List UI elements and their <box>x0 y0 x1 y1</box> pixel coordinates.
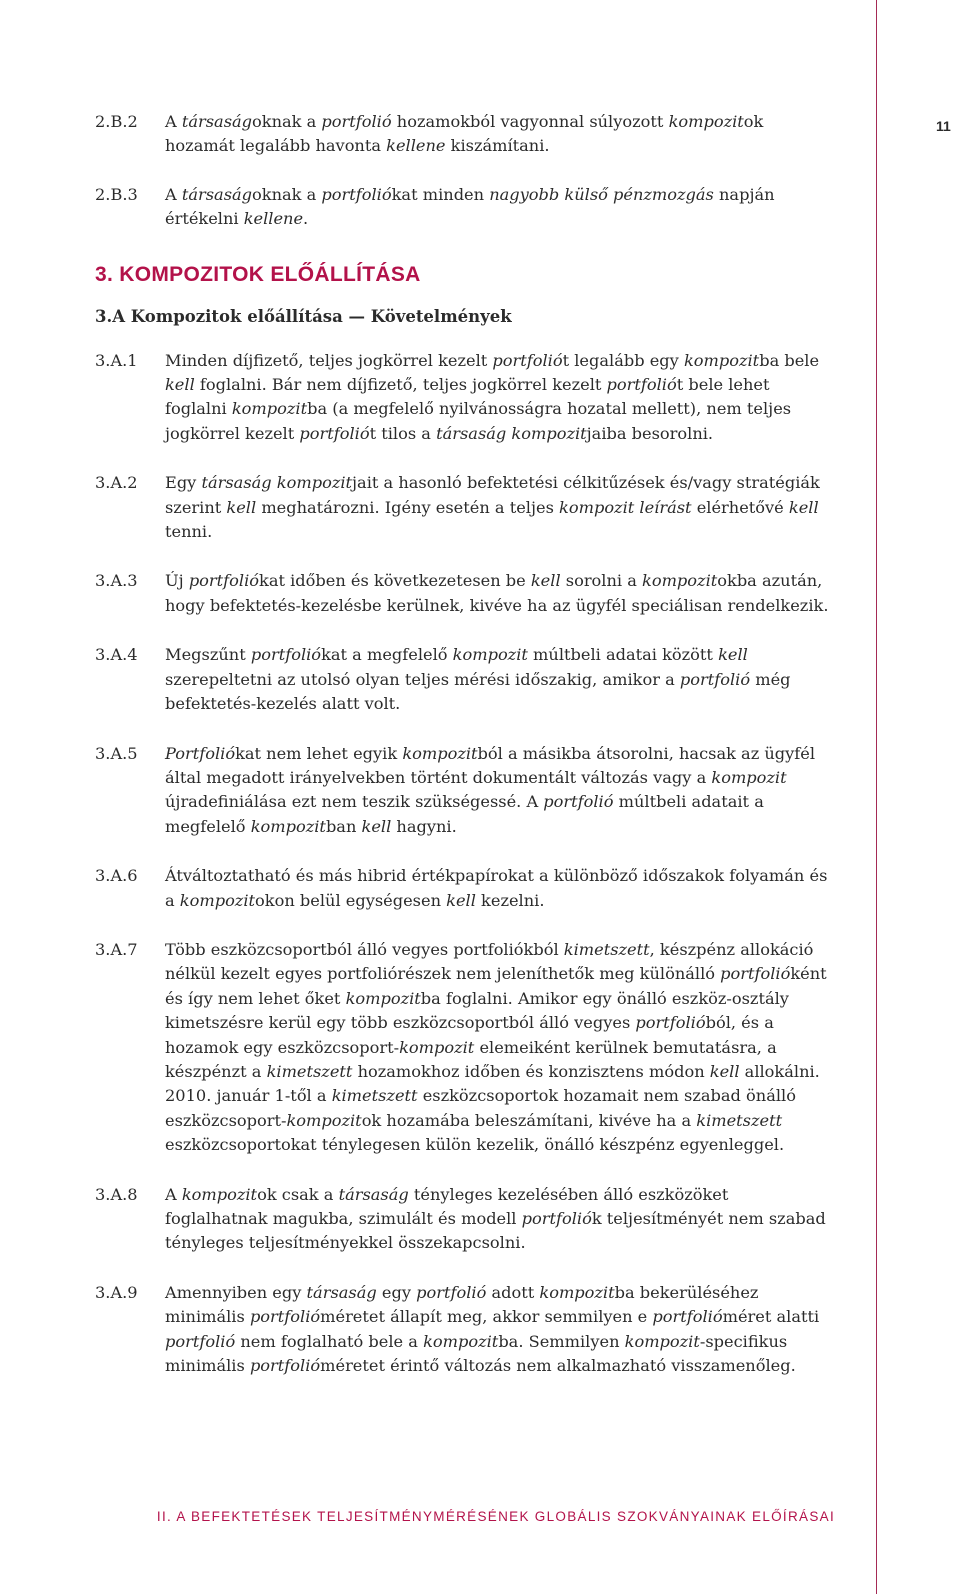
text-run: kat minden <box>391 184 490 204</box>
defined-term: portfolió <box>492 350 563 370</box>
paragraph-text <box>165 183 835 232</box>
text-run: kiszámítani. <box>445 136 550 156</box>
text-run: Több eszközcsoportból álló vegyes portfoliókból <box>165 939 564 959</box>
defined-term: kompozit <box>539 1282 615 1302</box>
text-run: A <box>165 184 182 204</box>
text-run: ként és így nem lehet őket <box>165 964 827 1008</box>
text-run: újradefiniálása ezt nem teszik szükségessé. A <box>165 792 544 812</box>
defined-term: portfolió <box>249 1307 321 1327</box>
text-run: meghatározni. Igény esetén a teljes <box>256 497 560 517</box>
text-run: . <box>303 209 309 229</box>
defined-term: kimetszett <box>266 1061 353 1081</box>
text-run: ok hozamát legalább havonta <box>165 112 764 156</box>
text-run: Új <box>165 571 189 591</box>
defined-term: portfolió <box>321 184 392 204</box>
text-run: Amennyiben egy <box>165 1282 307 1302</box>
defined-term: kimetszett <box>331 1086 418 1106</box>
text-run: napján értékelni <box>165 184 775 229</box>
subsection-heading: 3.A Kompozitok előállítása — Követelmények <box>95 306 512 326</box>
page-footer: II. A BEFEKTETÉSEK TELJESÍTMÉNYMÉRÉSÉNEK GLOBÁLIS SZOKVÁNYAINAK ELŐÍRÁSAI <box>156 1509 835 1524</box>
defined-term: portfolió <box>299 423 370 443</box>
defined-term: portfolió <box>188 571 260 591</box>
text-run: eszközcsoportokat ténylegesen külön kezelik, önálló készpénz egyenleggel. <box>165 1135 785 1155</box>
text-run: foglalni. Bár nem díjfizető, teljes jogkörrel kezelt <box>194 375 607 395</box>
page-content <box>95 110 835 1378</box>
paragraph-number: 3.A.9 <box>95 1282 138 1302</box>
text-run: ból a másikba átsorolni, hacsak az ügyfél által megadott irányelvekben történt dokumentált változás vagy a <box>165 743 816 787</box>
paragraph-text <box>165 471 835 544</box>
defined-term: portfolió <box>720 964 791 984</box>
text-run: Minden díjfizető, teljes jogkörrel kezelt <box>165 350 493 370</box>
defined-term: kompozit <box>286 1110 362 1130</box>
paragraph-number: 3.A.2 <box>95 473 138 493</box>
numbered-paragraph <box>95 643 835 716</box>
defined-term: kell <box>226 497 257 517</box>
defined-term: kompozit <box>452 645 528 665</box>
text-run: eszközcsoportok hozamait nem szabad önálló eszközcsoport- <box>165 1086 796 1130</box>
paragraph-number: 3.A.5 <box>95 743 138 763</box>
text-run: nem foglalható bele a <box>235 1331 424 1351</box>
numbered-paragraph <box>95 183 835 232</box>
text-run: méret alatti <box>722 1307 820 1327</box>
text-run: ba. Semmilyen <box>498 1331 625 1351</box>
defined-term: portfolió <box>165 1331 236 1351</box>
text-run: t tilos a <box>369 423 437 443</box>
paragraph-number: 3.A.7 <box>95 939 138 959</box>
defined-term: kell <box>446 890 476 910</box>
defined-term: kompozit <box>181 1184 258 1204</box>
defined-term: társaság <box>181 112 253 131</box>
defined-term: kompozit <box>399 1037 475 1057</box>
text-run: kat a megfelelő <box>321 645 453 665</box>
text-run: egy <box>376 1282 417 1302</box>
defined-term: kompozit <box>642 571 718 591</box>
text-run: jait a hasonló befektetési célkitűzések és/vagy stratégiák szerint <box>165 473 820 517</box>
defined-term: kompozit <box>683 350 760 370</box>
numbered-paragraph <box>95 471 835 544</box>
text-run: ba (a megfelelő nyilvánosságra hozatal mellett), nem teljes jogkörrel kezelt <box>165 399 792 443</box>
defined-term: portfolió <box>521 1209 592 1228</box>
defined-term: kompozit <box>711 767 787 787</box>
text-run: kezelni. <box>475 890 545 910</box>
paragraph-text <box>165 110 835 159</box>
paragraph-number: 3.A.8 <box>95 1184 138 1204</box>
defined-term: kell <box>709 1061 740 1081</box>
paragraph-text <box>165 864 835 913</box>
paragraph-text <box>165 349 835 447</box>
text-run: még befektetés-kezelés alatt volt. <box>165 669 791 714</box>
defined-term: kell <box>165 375 195 395</box>
page-number: 11 <box>936 118 951 134</box>
text-run: Átváltoztatható és más hibrid értékpapírokat a különböző időszakok folyamán és a <box>165 866 828 910</box>
text-run: hagyni. <box>391 816 457 836</box>
paragraph-text <box>165 569 835 618</box>
defined-term: társaság kompozit <box>436 423 587 443</box>
paragraph-number: 3.A.3 <box>95 571 138 591</box>
paragraph-text <box>165 938 835 1158</box>
text-run: okon belül egységesen <box>255 890 447 910</box>
defined-term: portfolió <box>606 375 677 395</box>
text-run: A <box>165 112 182 131</box>
text-run: múltbeli adatai között <box>527 645 719 665</box>
text-run: oknak a <box>252 112 322 131</box>
text-run: t bele lehet foglalni <box>165 375 770 419</box>
text-run: múltbeli adatait a megfelelő <box>165 792 764 836</box>
section-heading: 3. KOMPOZITOK ELŐÁLLÍTÁSA <box>95 262 421 286</box>
numbered-paragraph <box>95 110 835 159</box>
text-run: k teljesítményét nem szabad tényleges teljesítményekkel összekapcsolni. <box>165 1209 826 1253</box>
paragraph-text <box>165 1281 835 1379</box>
text-run: hozamokhoz időben és konzisztens módon <box>352 1061 710 1081</box>
text-run: Megszűnt <box>165 645 251 665</box>
text-run: ban <box>325 816 362 836</box>
defined-term: kimetszett <box>696 1110 783 1130</box>
text-run: ba bele <box>759 350 820 370</box>
defined-term: kellene <box>386 136 446 156</box>
defined-term: portfolió <box>249 1356 321 1376</box>
text-run: ba foglalni. Amikor egy önálló eszköz-osztály kimetszésre kerül egy több eszközcsoportból álló vegyes <box>165 988 789 1033</box>
text-run: Egy <box>165 473 202 493</box>
text-run: tényleges kezelésében álló eszközöket foglalhatnak magukba, szimulált és modell <box>165 1184 729 1228</box>
text-run: jaiba besorolni. <box>586 423 714 443</box>
defined-term: kell <box>530 571 561 591</box>
text-run: , készpénz allokáció nélkül kezelt egyes portfoliórészek nem jeleníthetők meg különálló <box>165 939 814 984</box>
defined-term: társaság <box>338 1184 409 1204</box>
numbered-paragraph <box>95 938 835 1158</box>
numbered-paragraph <box>95 1183 835 1256</box>
defined-term: társaság <box>306 1282 377 1302</box>
defined-term: nagyobb külső pénzmozgás <box>489 184 714 204</box>
margin-rule <box>876 0 877 1594</box>
defined-term: Portfolió <box>165 743 236 763</box>
defined-term: portfolió <box>250 645 322 665</box>
text-run: ok csak a <box>257 1184 339 1204</box>
text-run: t legalább egy <box>562 350 684 370</box>
defined-term: kompozit <box>231 399 308 419</box>
defined-term: kellene <box>243 209 304 229</box>
paragraph-text <box>165 643 835 716</box>
text-run: ból, és a hozamok egy eszközcsoport- <box>165 1013 774 1057</box>
paragraph-number: 3.A.4 <box>95 645 138 665</box>
defined-term: kompozit <box>624 1331 700 1351</box>
paragraph-text <box>165 1183 835 1256</box>
defined-term: portfolió <box>416 1282 487 1302</box>
text-run: kat nem lehet egyik <box>235 743 403 763</box>
defined-term: kompozit <box>179 890 256 910</box>
paragraph-number: 2.B.2 <box>95 112 138 131</box>
text-run: sorolni a <box>560 571 643 591</box>
defined-term: portfolió <box>543 792 614 812</box>
defined-term: kompozit <box>345 988 421 1008</box>
paragraph-number: 2.B.3 <box>95 184 138 204</box>
text-run: -specifikus minimális <box>165 1331 788 1376</box>
numbered-paragraph <box>95 569 835 618</box>
text-run: méretet állapít meg, akkor semmilyen e <box>320 1307 653 1327</box>
requirement-items <box>95 349 835 1379</box>
text-run: oknak a <box>252 184 322 204</box>
defined-term: kell <box>361 816 392 836</box>
numbered-paragraph <box>95 864 835 913</box>
defined-term: portfolió <box>321 112 392 131</box>
defined-term: kompozit <box>250 816 326 836</box>
defined-term: kompozit <box>668 112 744 131</box>
numbered-paragraph <box>95 349 835 447</box>
text-run: méretet érintő változás nem alkalmazható visszamenőleg. <box>320 1356 796 1376</box>
text-run: elemeiként kerülnek bemutatásra, a készpénzt a <box>165 1037 777 1081</box>
text-run: kat időben és következetesen be <box>259 571 531 591</box>
defined-term: kompozit leírást <box>559 497 692 517</box>
defined-term: társaság kompozit <box>201 473 353 493</box>
numbered-paragraph <box>95 742 835 840</box>
pre-items <box>95 110 835 232</box>
text-run: A <box>165 1184 182 1204</box>
text-run: allokálni. 2010. január 1-től a <box>165 1061 820 1106</box>
defined-term: kompozit <box>423 1331 499 1351</box>
text-run: ok hozamába beleszámítani, kivéve ha a <box>361 1110 697 1130</box>
defined-term: kell <box>788 497 819 517</box>
text-run: szerepeltetni az utolsó olyan teljes mérési időszakig, amikor a <box>165 669 680 689</box>
defined-term: kompozit <box>402 743 478 763</box>
text-run: hozamokból vagyonnal súlyozott <box>391 112 669 131</box>
text-run: tenni. <box>165 522 213 542</box>
defined-term: portfolió <box>652 1307 723 1327</box>
paragraph-text <box>165 742 835 840</box>
paragraph-number: 3.A.6 <box>95 866 138 886</box>
paragraph-number: 3.A.1 <box>95 350 138 370</box>
defined-term: társaság <box>181 184 253 204</box>
defined-term: portfolió <box>679 669 751 689</box>
text-run: adott <box>486 1282 540 1302</box>
defined-term: kimetszett <box>563 939 650 959</box>
defined-term: portfolió <box>635 1013 706 1033</box>
text-run: okba azután, hogy befektetés-kezelésbe kerülnek, kivéve ha az ügyfél speciálisan rendelkezik. <box>165 571 829 615</box>
text-run: elérhetővé <box>691 497 789 517</box>
numbered-paragraph <box>95 1281 835 1379</box>
text-run: ba bekerüléséhez minimális <box>165 1282 759 1327</box>
defined-term: kell <box>718 645 748 665</box>
